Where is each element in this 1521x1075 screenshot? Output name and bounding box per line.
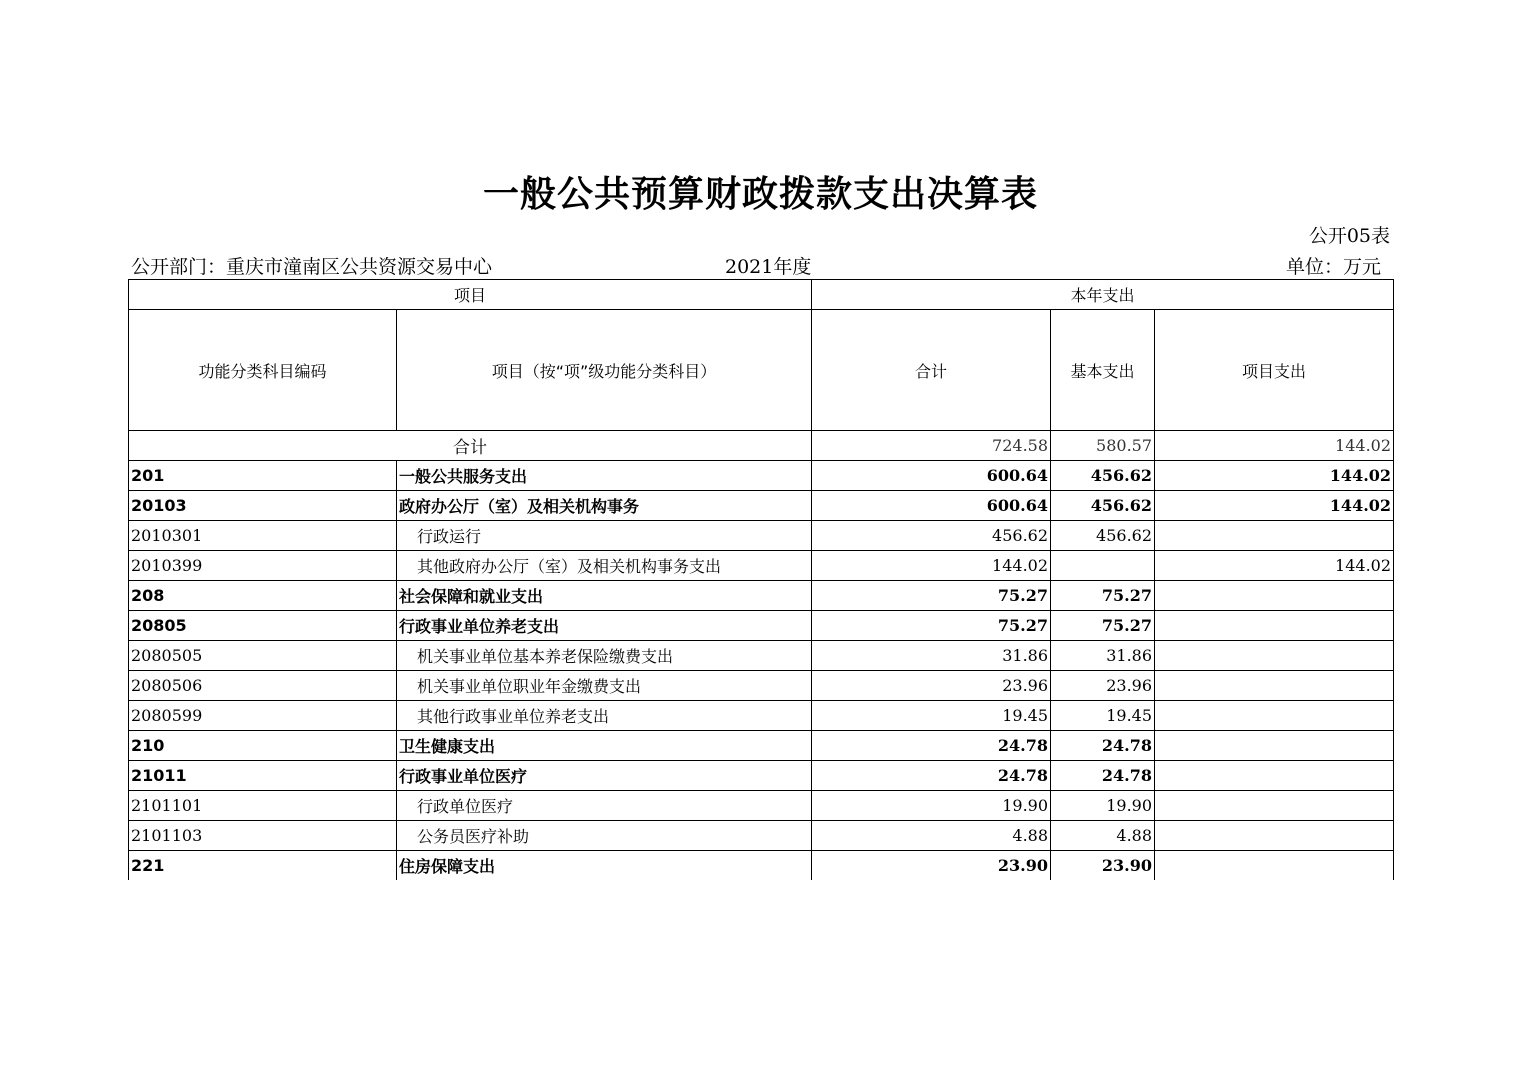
row-basic: 75.27 xyxy=(1051,611,1155,641)
row-item-name: 行政事业单位养老支出 xyxy=(397,611,812,641)
row-item-name: 卫生健康支出 xyxy=(397,731,812,761)
row-project: 144.02 xyxy=(1155,461,1394,491)
table-number: 公开05表 xyxy=(1308,225,1390,247)
table-row xyxy=(129,491,1394,521)
row-item-name: 行政单位医疗 xyxy=(397,791,812,821)
row-total: 4.88 xyxy=(812,821,1051,851)
row-total: 24.78 xyxy=(812,731,1051,761)
row-project xyxy=(1155,521,1394,551)
row-basic: 456.62 xyxy=(1051,521,1155,551)
table-row xyxy=(129,551,1394,581)
header-basic: 基本支出 xyxy=(1051,310,1155,431)
row-item-name: 机关事业单位基本养老保险缴费支出 xyxy=(397,641,812,671)
row-item-name: 社会保障和就业支出 xyxy=(397,581,812,611)
budget-table xyxy=(128,279,1394,880)
row-project: 144.02 xyxy=(1155,551,1394,581)
header-item: 项目（按“项”级功能分类科目） xyxy=(397,310,812,431)
header-project-expense: 项目支出 xyxy=(1155,310,1394,431)
row-code: 2080505 xyxy=(129,641,397,671)
header-current-year: 本年支出 xyxy=(812,280,1394,310)
total-basic: 580.57 xyxy=(1051,431,1155,461)
table-row xyxy=(129,671,1394,701)
row-basic: 19.90 xyxy=(1051,791,1155,821)
table-row xyxy=(129,461,1394,491)
table-row xyxy=(129,821,1394,851)
row-total: 23.90 xyxy=(812,851,1051,881)
total-row xyxy=(129,431,1394,461)
table-row xyxy=(129,851,1394,881)
table-row xyxy=(129,761,1394,791)
table-row xyxy=(129,791,1394,821)
row-basic: 75.27 xyxy=(1051,581,1155,611)
row-total: 600.64 xyxy=(812,491,1051,521)
row-project xyxy=(1155,851,1394,881)
table-row xyxy=(129,521,1394,551)
row-project xyxy=(1155,791,1394,821)
row-project: 144.02 xyxy=(1155,491,1394,521)
total-label: 合计 xyxy=(129,431,812,461)
row-code: 20805 xyxy=(129,611,397,641)
row-basic xyxy=(1051,551,1155,581)
header-row-top xyxy=(129,280,1394,310)
table-row xyxy=(129,731,1394,761)
row-basic: 24.78 xyxy=(1051,761,1155,791)
row-code: 201 xyxy=(129,461,397,491)
row-total: 75.27 xyxy=(812,581,1051,611)
row-total: 23.96 xyxy=(812,671,1051,701)
row-item-name: 行政运行 xyxy=(397,521,812,551)
row-total: 144.02 xyxy=(812,551,1051,581)
row-total: 75.27 xyxy=(812,611,1051,641)
row-basic: 19.45 xyxy=(1051,701,1155,731)
row-basic: 23.96 xyxy=(1051,671,1155,701)
row-item-name: 其他行政事业单位养老支出 xyxy=(397,701,812,731)
table-row xyxy=(129,611,1394,641)
row-basic: 4.88 xyxy=(1051,821,1155,851)
row-item-name: 行政事业单位医疗 xyxy=(397,761,812,791)
row-code: 2101101 xyxy=(129,791,397,821)
row-item-name: 政府办公厅（室）及相关机构事务 xyxy=(397,491,812,521)
row-total: 31.86 xyxy=(812,641,1051,671)
row-basic: 31.86 xyxy=(1051,641,1155,671)
row-item-name: 公务员医疗补助 xyxy=(397,821,812,851)
row-project xyxy=(1155,671,1394,701)
row-basic: 23.90 xyxy=(1051,851,1155,881)
row-code: 21011 xyxy=(129,761,397,791)
unit-label: 单位：万元 xyxy=(1285,256,1381,278)
total-amount: 724.58 xyxy=(812,431,1051,461)
row-project xyxy=(1155,701,1394,731)
row-item-name: 机关事业单位职业年金缴费支出 xyxy=(397,671,812,701)
row-total: 19.90 xyxy=(812,791,1051,821)
row-code: 2010301 xyxy=(129,521,397,551)
header-project: 项目 xyxy=(129,280,812,310)
table-row xyxy=(129,641,1394,671)
row-code: 2080506 xyxy=(129,671,397,701)
row-basic: 24.78 xyxy=(1051,731,1155,761)
row-code: 210 xyxy=(129,731,397,761)
row-total: 600.64 xyxy=(812,461,1051,491)
row-project xyxy=(1155,761,1394,791)
row-code: 208 xyxy=(129,581,397,611)
row-project xyxy=(1155,581,1394,611)
row-total: 456.62 xyxy=(812,521,1051,551)
row-basic: 456.62 xyxy=(1051,491,1155,521)
year-label: 2021年度 xyxy=(725,256,812,278)
header-total: 合计 xyxy=(812,310,1051,431)
row-total: 24.78 xyxy=(812,761,1051,791)
row-code: 2010399 xyxy=(129,551,397,581)
page-title: 一般公共预算财政拨款支出决算表 xyxy=(482,174,1038,215)
header-row-columns xyxy=(129,310,1394,431)
row-project xyxy=(1155,821,1394,851)
row-total: 19.45 xyxy=(812,701,1051,731)
row-code: 2080599 xyxy=(129,701,397,731)
total-project: 144.02 xyxy=(1155,431,1394,461)
row-item-name: 住房保障支出 xyxy=(397,851,812,881)
row-project xyxy=(1155,611,1394,641)
row-item-name: 一般公共服务支出 xyxy=(397,461,812,491)
header-code: 功能分类科目编码 xyxy=(129,310,397,431)
row-code: 20103 xyxy=(129,491,397,521)
department-label: 公开部门：重庆市潼南区公共资源交易中心 xyxy=(131,256,493,278)
row-project xyxy=(1155,731,1394,761)
row-code: 221 xyxy=(129,851,397,881)
table-row xyxy=(129,701,1394,731)
table-row xyxy=(129,581,1394,611)
row-code: 2101103 xyxy=(129,821,397,851)
row-item-name: 其他政府办公厅（室）及相关机构事务支出 xyxy=(397,551,812,581)
row-basic: 456.62 xyxy=(1051,461,1155,491)
row-project xyxy=(1155,641,1394,671)
